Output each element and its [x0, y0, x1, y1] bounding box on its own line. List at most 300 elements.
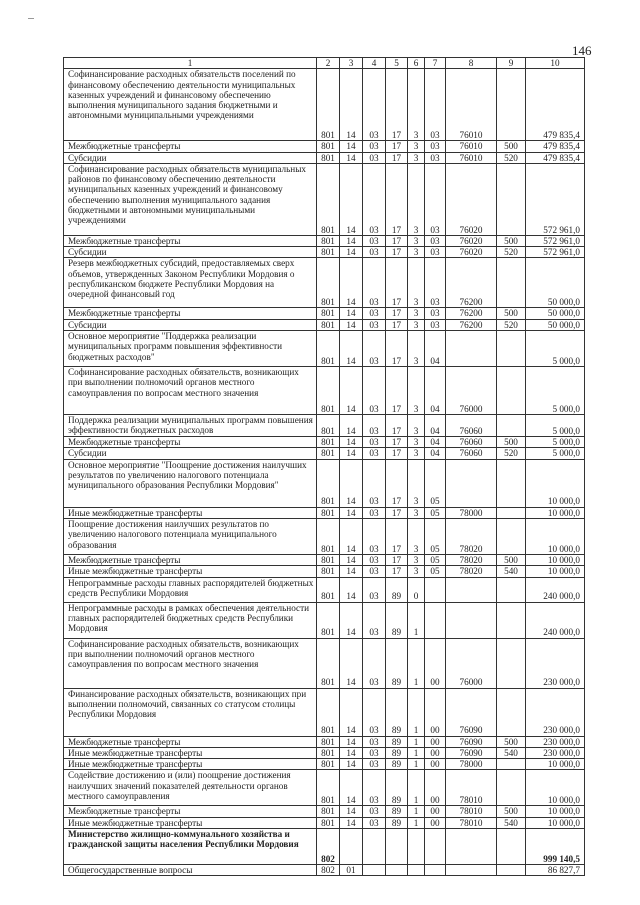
code-cell: 17 [386, 448, 408, 459]
row-description: Основное мероприятие "Поддержка реализации муниципальных программ повышения эффективности бюджетных расходов" [64, 331, 317, 367]
code-cell: 89 [386, 736, 408, 747]
code-cell: 89 [386, 817, 408, 828]
code-cell: 14 [340, 507, 363, 518]
code-cell: 3 [408, 459, 425, 507]
code-cell: 801 [317, 308, 340, 319]
table-row [64, 258, 585, 308]
code-cell [497, 638, 526, 688]
table-row [64, 638, 585, 688]
code-cell: 17 [386, 247, 408, 258]
code-cell: 05 [425, 554, 446, 565]
row-description: Основное мероприятие "Поощрение достижения наилучших результатов по увеличению налогового потенциала муниципального образования Республики Мордовия" [64, 459, 317, 507]
code-cell: 76200 [446, 319, 497, 330]
code-cell: 14 [340, 415, 363, 437]
code-cell [446, 331, 497, 367]
code-cell: 14 [340, 69, 363, 141]
code-cell: 801 [317, 507, 340, 518]
code-cell [446, 602, 497, 638]
code-cell: 540 [497, 566, 526, 577]
code-cell: 1 [408, 770, 425, 806]
code-cell: 76090 [446, 688, 497, 736]
row-description: Субсидии [64, 247, 317, 258]
code-cell: 802 [317, 829, 340, 865]
amount-cell: 479 835,4 [526, 152, 585, 163]
amount-cell: 10 000,0 [526, 806, 585, 817]
code-cell: 14 [340, 817, 363, 828]
code-cell: 1 [408, 759, 425, 770]
row-description: Поощрение достижения наилучших результатов по увеличению налогового потенциала муниципального образования [64, 518, 317, 554]
code-cell: 03 [363, 141, 386, 152]
table-row [64, 518, 585, 554]
code-cell: 17 [386, 69, 408, 141]
row-description: Межбюджетные трансферты [64, 437, 317, 448]
amount-cell: 230 000,0 [526, 688, 585, 736]
code-cell: 78000 [446, 759, 497, 770]
code-cell: 3 [408, 367, 425, 415]
code-cell: 03 [363, 163, 386, 235]
page-number: 146 [572, 43, 592, 58]
table-row [64, 736, 585, 747]
code-cell: 14 [340, 308, 363, 319]
code-cell: 76060 [446, 448, 497, 459]
code-cell: 03 [363, 817, 386, 828]
code-cell: 03 [363, 688, 386, 736]
table-header-row [64, 58, 585, 69]
header-cell: 7 [425, 58, 446, 69]
code-cell: 3 [408, 554, 425, 565]
code-cell: 3 [408, 141, 425, 152]
table-row [64, 308, 585, 319]
code-cell [408, 865, 425, 876]
code-cell: 17 [386, 507, 408, 518]
table-row [64, 688, 585, 736]
code-cell: 801 [317, 331, 340, 367]
code-cell: 03 [363, 69, 386, 141]
scan-mark [28, 18, 34, 19]
row-description: Иные межбюджетные трансферты [64, 566, 317, 577]
code-cell [425, 602, 446, 638]
code-cell: 1 [408, 736, 425, 747]
code-cell [446, 829, 497, 865]
code-cell [425, 865, 446, 876]
amount-cell: 5 000,0 [526, 367, 585, 415]
row-description: Субсидии [64, 319, 317, 330]
code-cell: 03 [363, 258, 386, 308]
code-cell: 802 [317, 865, 340, 876]
table-row [64, 141, 585, 152]
code-cell: 14 [340, 577, 363, 602]
code-cell: 03 [425, 69, 446, 141]
code-cell: 801 [317, 437, 340, 448]
code-cell: 801 [317, 602, 340, 638]
table-row [64, 806, 585, 817]
code-cell: 04 [425, 448, 446, 459]
code-cell: 801 [317, 759, 340, 770]
table-row [64, 747, 585, 758]
code-cell [497, 770, 526, 806]
code-cell: 89 [386, 577, 408, 602]
code-cell: 500 [497, 141, 526, 152]
code-cell: 3 [408, 566, 425, 577]
code-cell: 17 [386, 141, 408, 152]
code-cell: 03 [425, 235, 446, 246]
code-cell: 17 [386, 566, 408, 577]
code-cell: 17 [386, 163, 408, 235]
code-cell: 801 [317, 736, 340, 747]
table-row [64, 152, 585, 163]
row-description: Софинансирование расходных обязательств поселений по финансовому обеспечению деятельности муниципальных казенных учреждений и финансовому обеспечению выполнения муниципального задания бюджетными и автономными муниципальными учреждениями [64, 69, 317, 141]
code-cell: 801 [317, 806, 340, 817]
code-cell: 76020 [446, 163, 497, 235]
amount-cell: 10 000,0 [526, 770, 585, 806]
code-cell: 3 [408, 152, 425, 163]
code-cell: 14 [340, 235, 363, 246]
amount-cell: 230 000,0 [526, 638, 585, 688]
amount-cell: 10 000,0 [526, 554, 585, 565]
code-cell: 1 [408, 747, 425, 758]
amount-cell: 230 000,0 [526, 747, 585, 758]
code-cell: 03 [363, 770, 386, 806]
table-row [64, 817, 585, 828]
code-cell [386, 865, 408, 876]
row-description: Межбюджетные трансферты [64, 736, 317, 747]
code-cell: 17 [386, 367, 408, 415]
code-cell: 1 [408, 688, 425, 736]
code-cell: 14 [340, 602, 363, 638]
code-cell: 03 [425, 152, 446, 163]
code-cell: 801 [317, 817, 340, 828]
code-cell: 17 [386, 308, 408, 319]
code-cell: 17 [386, 152, 408, 163]
code-cell: 1 [408, 638, 425, 688]
code-cell: 00 [425, 817, 446, 828]
amount-cell: 5 000,0 [526, 415, 585, 437]
code-cell: 03 [363, 736, 386, 747]
code-cell: 89 [386, 688, 408, 736]
code-cell: 801 [317, 554, 340, 565]
code-cell: 17 [386, 415, 408, 437]
code-cell: 05 [425, 518, 446, 554]
code-cell: 17 [386, 235, 408, 246]
code-cell: 78000 [446, 507, 497, 518]
code-cell: 3 [408, 437, 425, 448]
table-row [64, 829, 585, 865]
code-cell [340, 829, 363, 865]
code-cell: 17 [386, 331, 408, 367]
amount-cell: 10 000,0 [526, 817, 585, 828]
code-cell: 540 [497, 817, 526, 828]
code-cell: 801 [317, 163, 340, 235]
code-cell: 03 [363, 247, 386, 258]
code-cell: 801 [317, 688, 340, 736]
table-row [64, 566, 585, 577]
code-cell: 801 [317, 235, 340, 246]
code-cell: 14 [340, 152, 363, 163]
table-row [64, 331, 585, 367]
code-cell: 801 [317, 141, 340, 152]
row-description: Содействие достижению и (или) поощрение достижения наилучших значений показателей деятельности органов местного самоуправления [64, 770, 317, 806]
code-cell: 801 [317, 319, 340, 330]
code-cell: 14 [340, 367, 363, 415]
code-cell: 14 [340, 247, 363, 258]
code-cell [386, 829, 408, 865]
code-cell: 76010 [446, 69, 497, 141]
header-cell: 1 [64, 58, 317, 69]
code-cell: 14 [340, 319, 363, 330]
amount-cell: 230 000,0 [526, 736, 585, 747]
row-description: Межбюджетные трансферты [64, 554, 317, 565]
code-cell: 03 [363, 577, 386, 602]
header-cell: 6 [408, 58, 425, 69]
budget-table [63, 57, 585, 876]
code-cell: 14 [340, 688, 363, 736]
table-row [64, 448, 585, 459]
code-cell: 03 [425, 308, 446, 319]
code-cell: 76200 [446, 308, 497, 319]
row-description: Резерв межбюджетных субсидий, предоставляемых сверх объемов, утвержденных Законом Республики Мордовия о республиканском бюджете Республики Мордовия на очередной финансовый год [64, 258, 317, 308]
code-cell: 05 [425, 459, 446, 507]
amount-cell: 572 961,0 [526, 163, 585, 235]
code-cell: 17 [386, 258, 408, 308]
code-cell: 03 [363, 747, 386, 758]
code-cell [446, 577, 497, 602]
code-cell: 00 [425, 638, 446, 688]
row-description: Субсидии [64, 152, 317, 163]
code-cell [497, 69, 526, 141]
code-cell [408, 829, 425, 865]
code-cell: 03 [363, 518, 386, 554]
code-cell: 76020 [446, 235, 497, 246]
code-cell: 801 [317, 770, 340, 806]
code-cell: 76000 [446, 638, 497, 688]
code-cell: 89 [386, 602, 408, 638]
row-description: Финансирование расходных обязательств, возникающих при выполнении полномочий, связанных со статусом столицы Республики Мордовия [64, 688, 317, 736]
row-description: Межбюджетные трансферты [64, 235, 317, 246]
code-cell: 03 [425, 258, 446, 308]
code-cell: 03 [363, 459, 386, 507]
table-row [64, 69, 585, 141]
code-cell: 500 [497, 736, 526, 747]
code-cell [497, 367, 526, 415]
code-cell: 76060 [446, 415, 497, 437]
table-row [64, 247, 585, 258]
code-cell: 78010 [446, 770, 497, 806]
code-cell [497, 759, 526, 770]
code-cell: 03 [425, 247, 446, 258]
amount-cell: 479 835,4 [526, 69, 585, 141]
code-cell [497, 518, 526, 554]
row-description: Межбюджетные трансферты [64, 308, 317, 319]
table-row [64, 554, 585, 565]
code-cell: 14 [340, 638, 363, 688]
code-cell [363, 829, 386, 865]
code-cell: 04 [425, 437, 446, 448]
code-cell: 03 [363, 235, 386, 246]
code-cell: 04 [425, 415, 446, 437]
code-cell: 3 [408, 247, 425, 258]
row-description: Непрограммные расходы главных распорядителей бюджетных средств Республики Мордовия [64, 577, 317, 602]
code-cell: 03 [363, 602, 386, 638]
code-cell: 801 [317, 566, 340, 577]
code-cell: 801 [317, 415, 340, 437]
row-description: Поддержка реализации муниципальных программ повышения эффективности бюджетных расходов [64, 415, 317, 437]
code-cell: 03 [363, 319, 386, 330]
code-cell: 89 [386, 759, 408, 770]
code-cell [446, 459, 497, 507]
code-cell: 1 [408, 817, 425, 828]
code-cell [497, 459, 526, 507]
code-cell: 78020 [446, 518, 497, 554]
code-cell: 801 [317, 448, 340, 459]
row-description: Межбюджетные трансферты [64, 806, 317, 817]
code-cell: 76010 [446, 152, 497, 163]
code-cell [497, 688, 526, 736]
code-cell: 76090 [446, 736, 497, 747]
amount-cell: 50 000,0 [526, 308, 585, 319]
table-row [64, 367, 585, 415]
code-cell: 03 [363, 367, 386, 415]
code-cell: 520 [497, 448, 526, 459]
code-cell: 00 [425, 759, 446, 770]
amount-cell: 50 000,0 [526, 319, 585, 330]
code-cell: 00 [425, 747, 446, 758]
row-description: Министерство жилищно-коммунального хозяйства и гражданской защиты населения Республики Мордовия [64, 829, 317, 865]
code-cell: 801 [317, 518, 340, 554]
code-cell: 500 [497, 235, 526, 246]
code-cell [497, 829, 526, 865]
code-cell: 14 [340, 566, 363, 577]
code-cell: 03 [425, 319, 446, 330]
amount-cell: 5 000,0 [526, 448, 585, 459]
amount-cell: 10 000,0 [526, 566, 585, 577]
amount-cell: 479 835,4 [526, 141, 585, 152]
table-row [64, 507, 585, 518]
code-cell: 14 [340, 258, 363, 308]
code-cell: 01 [340, 865, 363, 876]
header-cell: 3 [340, 58, 363, 69]
table-row [64, 577, 585, 602]
code-cell: 03 [363, 152, 386, 163]
amount-cell: 10 000,0 [526, 507, 585, 518]
row-description: Субсидии [64, 448, 317, 459]
code-cell: 17 [386, 319, 408, 330]
row-description: Софинансирование расходных обязательств, возникающих при выполнении полномочий органов местного самоуправления по вопросам местного значения [64, 367, 317, 415]
amount-cell: 50 000,0 [526, 258, 585, 308]
code-cell: 14 [340, 163, 363, 235]
row-description: Иные межбюджетные трансферты [64, 759, 317, 770]
code-cell [497, 415, 526, 437]
code-cell: 14 [340, 518, 363, 554]
header-cell: 5 [386, 58, 408, 69]
code-cell: 17 [386, 459, 408, 507]
code-cell: 78010 [446, 817, 497, 828]
code-cell: 14 [340, 331, 363, 367]
header-cell: 2 [317, 58, 340, 69]
code-cell: 76000 [446, 367, 497, 415]
code-cell: 520 [497, 247, 526, 258]
row-description: Иные межбюджетные трансферты [64, 507, 317, 518]
code-cell: 78020 [446, 554, 497, 565]
code-cell: 14 [340, 747, 363, 758]
code-cell: 76200 [446, 258, 497, 308]
code-cell: 520 [497, 319, 526, 330]
code-cell [497, 163, 526, 235]
table-row [64, 602, 585, 638]
code-cell: 500 [497, 554, 526, 565]
code-cell: 14 [340, 459, 363, 507]
code-cell: 76060 [446, 437, 497, 448]
code-cell: 3 [408, 69, 425, 141]
code-cell: 3 [408, 308, 425, 319]
table-row [64, 865, 585, 876]
row-description: Межбюджетные трансферты [64, 141, 317, 152]
table-row [64, 770, 585, 806]
row-description: Общегосударственные вопросы [64, 865, 317, 876]
code-cell: 03 [363, 806, 386, 817]
code-cell: 03 [363, 308, 386, 319]
table-row [64, 319, 585, 330]
code-cell: 500 [497, 806, 526, 817]
code-cell [497, 577, 526, 602]
code-cell: 3 [408, 448, 425, 459]
row-description: Непрограммные расходы в рамках обеспечения деятельности главных распорядителей бюджетных средств Республики Мордовия [64, 602, 317, 638]
code-cell: 801 [317, 247, 340, 258]
code-cell: 03 [363, 437, 386, 448]
code-cell: 00 [425, 806, 446, 817]
header-cell: 10 [526, 58, 585, 69]
code-cell [425, 577, 446, 602]
code-cell: 05 [425, 507, 446, 518]
code-cell: 14 [340, 448, 363, 459]
code-cell: 801 [317, 69, 340, 141]
amount-cell: 10 000,0 [526, 759, 585, 770]
code-cell: 14 [340, 806, 363, 817]
code-cell: 801 [317, 367, 340, 415]
row-description: Иные межбюджетные трансферты [64, 747, 317, 758]
code-cell: 00 [425, 736, 446, 747]
code-cell: 801 [317, 747, 340, 758]
code-cell: 03 [425, 163, 446, 235]
table-row [64, 437, 585, 448]
code-cell: 3 [408, 163, 425, 235]
code-cell: 3 [408, 331, 425, 367]
code-cell: 89 [386, 747, 408, 758]
header-cell: 9 [497, 58, 526, 69]
amount-cell: 572 961,0 [526, 235, 585, 246]
code-cell: 17 [386, 437, 408, 448]
code-cell: 14 [340, 770, 363, 806]
header-cell: 4 [363, 58, 386, 69]
code-cell: 89 [386, 806, 408, 817]
code-cell: 76090 [446, 747, 497, 758]
amount-cell: 999 140,5 [526, 829, 585, 865]
code-cell: 03 [425, 141, 446, 152]
code-cell: 03 [363, 566, 386, 577]
table-row [64, 235, 585, 246]
code-cell: 14 [340, 759, 363, 770]
code-cell: 03 [363, 331, 386, 367]
table-row [64, 459, 585, 507]
code-cell [497, 865, 526, 876]
amount-cell: 10 000,0 [526, 518, 585, 554]
code-cell: 05 [425, 566, 446, 577]
code-cell: 89 [386, 638, 408, 688]
code-cell: 03 [363, 448, 386, 459]
code-cell: 17 [386, 554, 408, 565]
code-cell: 801 [317, 638, 340, 688]
code-cell: 00 [425, 688, 446, 736]
code-cell: 78010 [446, 806, 497, 817]
